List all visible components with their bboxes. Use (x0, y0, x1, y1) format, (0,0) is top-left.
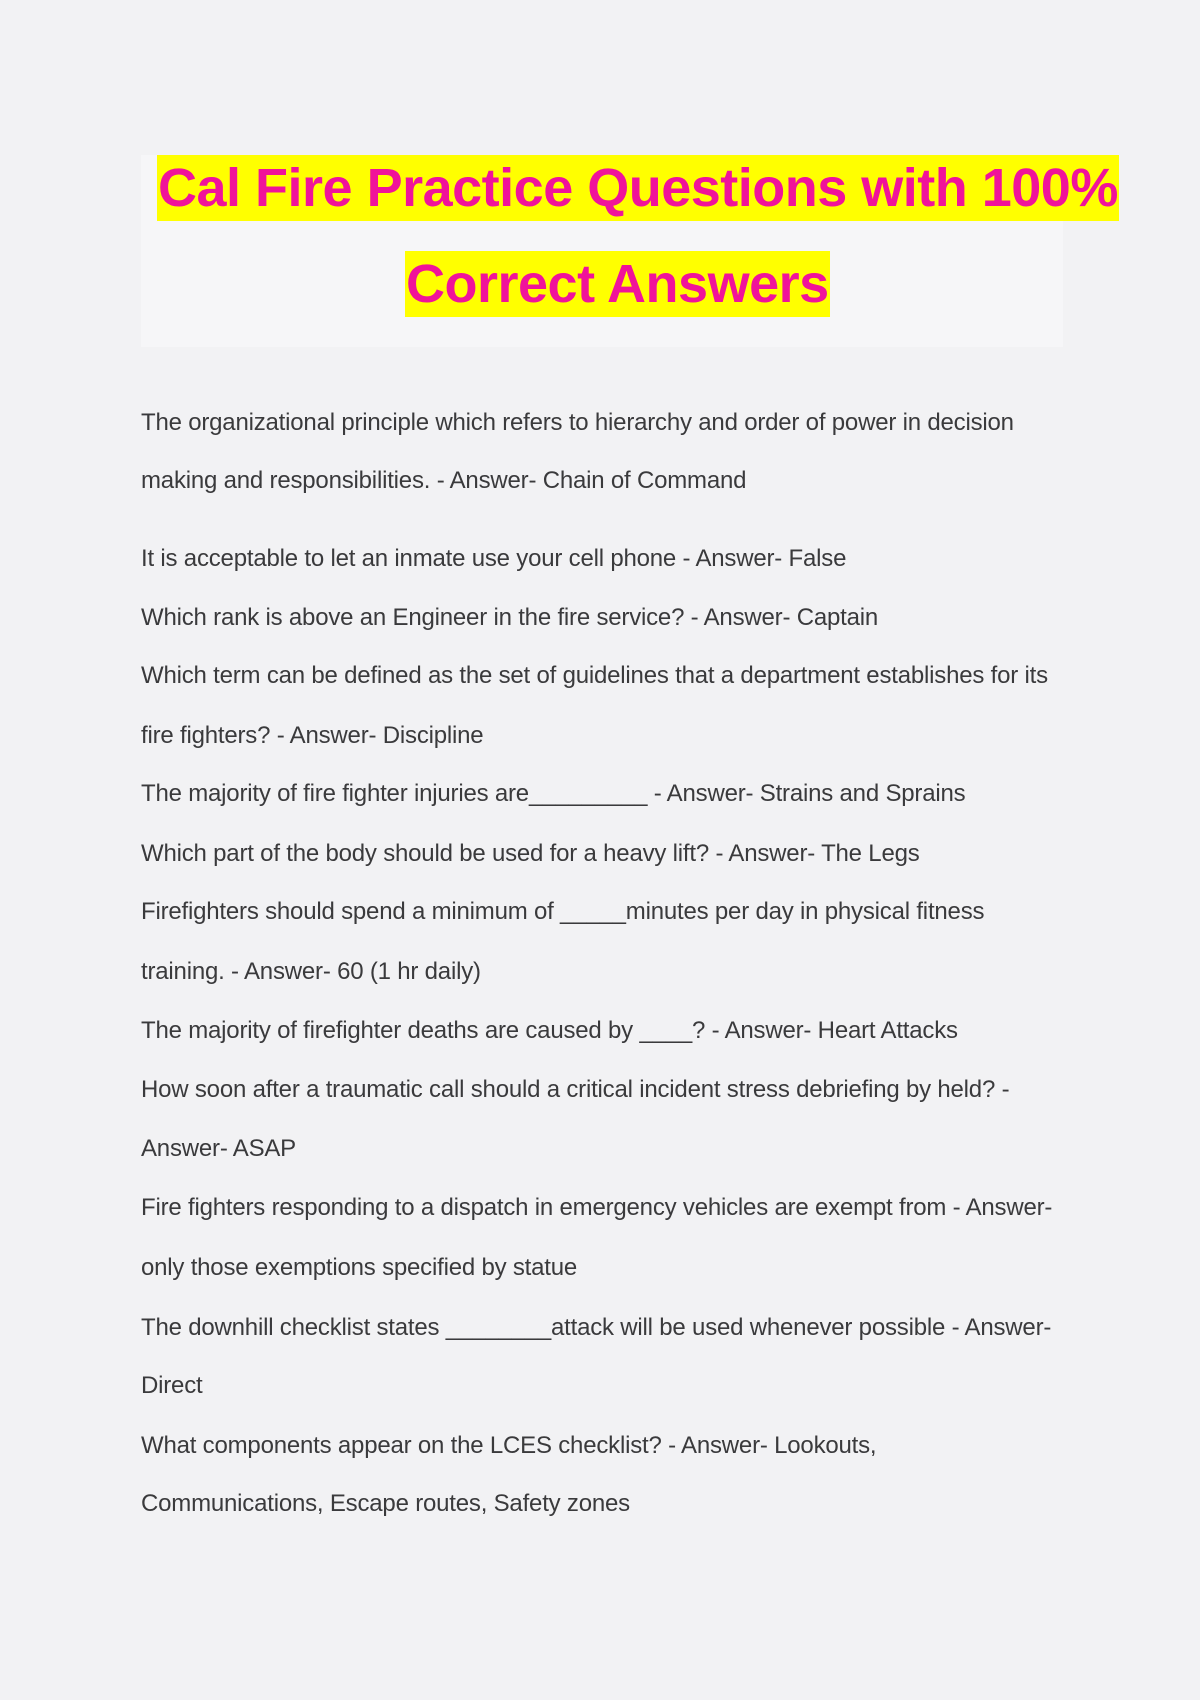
text-line: The organizational principle which refers to hierarchy and order of power in decision (141, 409, 1014, 436)
text-line: How soon after a traumatic call should a critical incident stress debriefing by held? - (141, 1076, 1010, 1103)
text-line: Firefighters should spend a minimum of _____minutes per day in physical fitness (141, 898, 985, 925)
text-line: Which term can be defined as the set of guidelines that a department establishes for its (141, 662, 1048, 689)
title-block (141, 155, 1118, 347)
text-line: Communications, Escape routes, Safety zones (141, 1490, 630, 1517)
text-line: Answer- ASAP (141, 1135, 296, 1162)
text-line: making and responsibilities. - Answer- Chain of Command (141, 467, 747, 494)
text-line: Which part of the body should be used for a heavy lift? - Answer- The Legs (141, 840, 920, 867)
text-line: Which rank is above an Engineer in the fire service? - Answer- Captain (141, 604, 879, 631)
text-line: fire fighters? - Answer- Discipline (141, 722, 484, 749)
text-line: training. - Answer- 60 (1 hr daily) (141, 958, 481, 985)
text-line: Fire fighters responding to a dispatch in emergency vehicles are exempt from - Answer- (141, 1194, 1053, 1221)
text-line: The downhill checklist states ________attack will be used whenever possible - Answer- (141, 1314, 1052, 1341)
text-line: What components appear on the LCES checklist? - Answer- Lookouts, (141, 1432, 877, 1459)
document-title-line-2: Correct Answers (405, 251, 830, 317)
text-line: The majority of fire fighter injuries are_________ - Answer- Strains and Sprains (141, 780, 966, 807)
text-line: Direct (141, 1372, 203, 1399)
text-line: only those exemptions specified by statue (141, 1254, 578, 1281)
text-line: It is acceptable to let an inmate use your cell phone - Answer- False (141, 545, 847, 572)
text-line: The majority of firefighter deaths are caused by ____? - Answer- Heart Attacks (141, 1017, 958, 1044)
document-title-line-1: Cal Fire Practice Questions with 100% (157, 155, 1119, 221)
